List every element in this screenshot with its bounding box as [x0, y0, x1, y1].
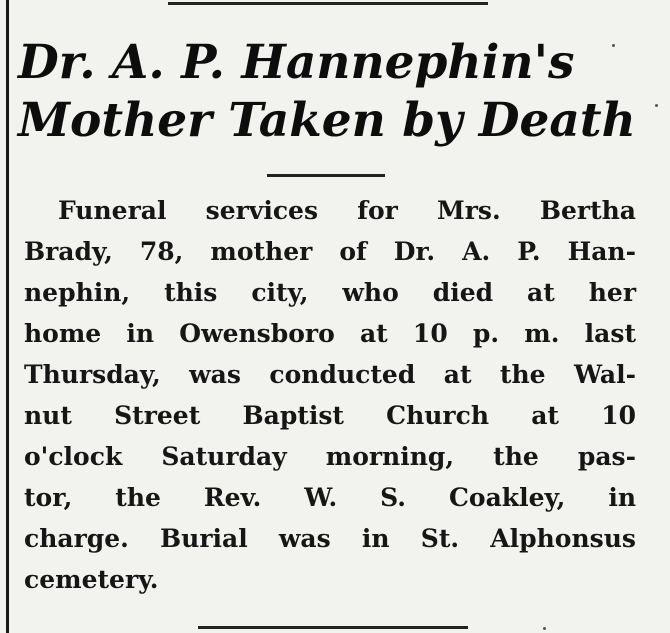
body-line: o'clock Saturday morning, the pas- [24, 442, 636, 471]
top-rule [168, 2, 488, 5]
body-line: charge. Burial was in St. Alphonsus [24, 524, 636, 553]
print-speck [612, 44, 615, 47]
body-line: Thursday, was conducted at the Wal- [24, 360, 636, 389]
print-speck [543, 627, 546, 630]
body-line: Funeral services for Mrs. Bertha [58, 196, 636, 225]
column-border [6, 0, 9, 633]
body-line: tor, the Rev. W. S. Coakley, in [24, 483, 636, 512]
headline-divider [267, 174, 385, 177]
print-speck [655, 104, 658, 107]
body-line: cemetery. [24, 565, 159, 594]
headline [18, 34, 658, 150]
body-line: Brady, 78, mother of Dr. A. P. Han- [24, 237, 636, 266]
article-body [24, 190, 636, 600]
headline-line-2: Mother Taken by Death [18, 93, 636, 148]
headline-line-1: Dr. A. P. Hannephin's [18, 35, 575, 90]
body-line: nephin, this city, who died at her [24, 278, 636, 307]
bottom-rule [198, 626, 468, 629]
body-line: home in Owensboro at 10 p. m. last [24, 319, 636, 348]
body-line: nut Street Baptist Church at 10 [24, 401, 636, 430]
